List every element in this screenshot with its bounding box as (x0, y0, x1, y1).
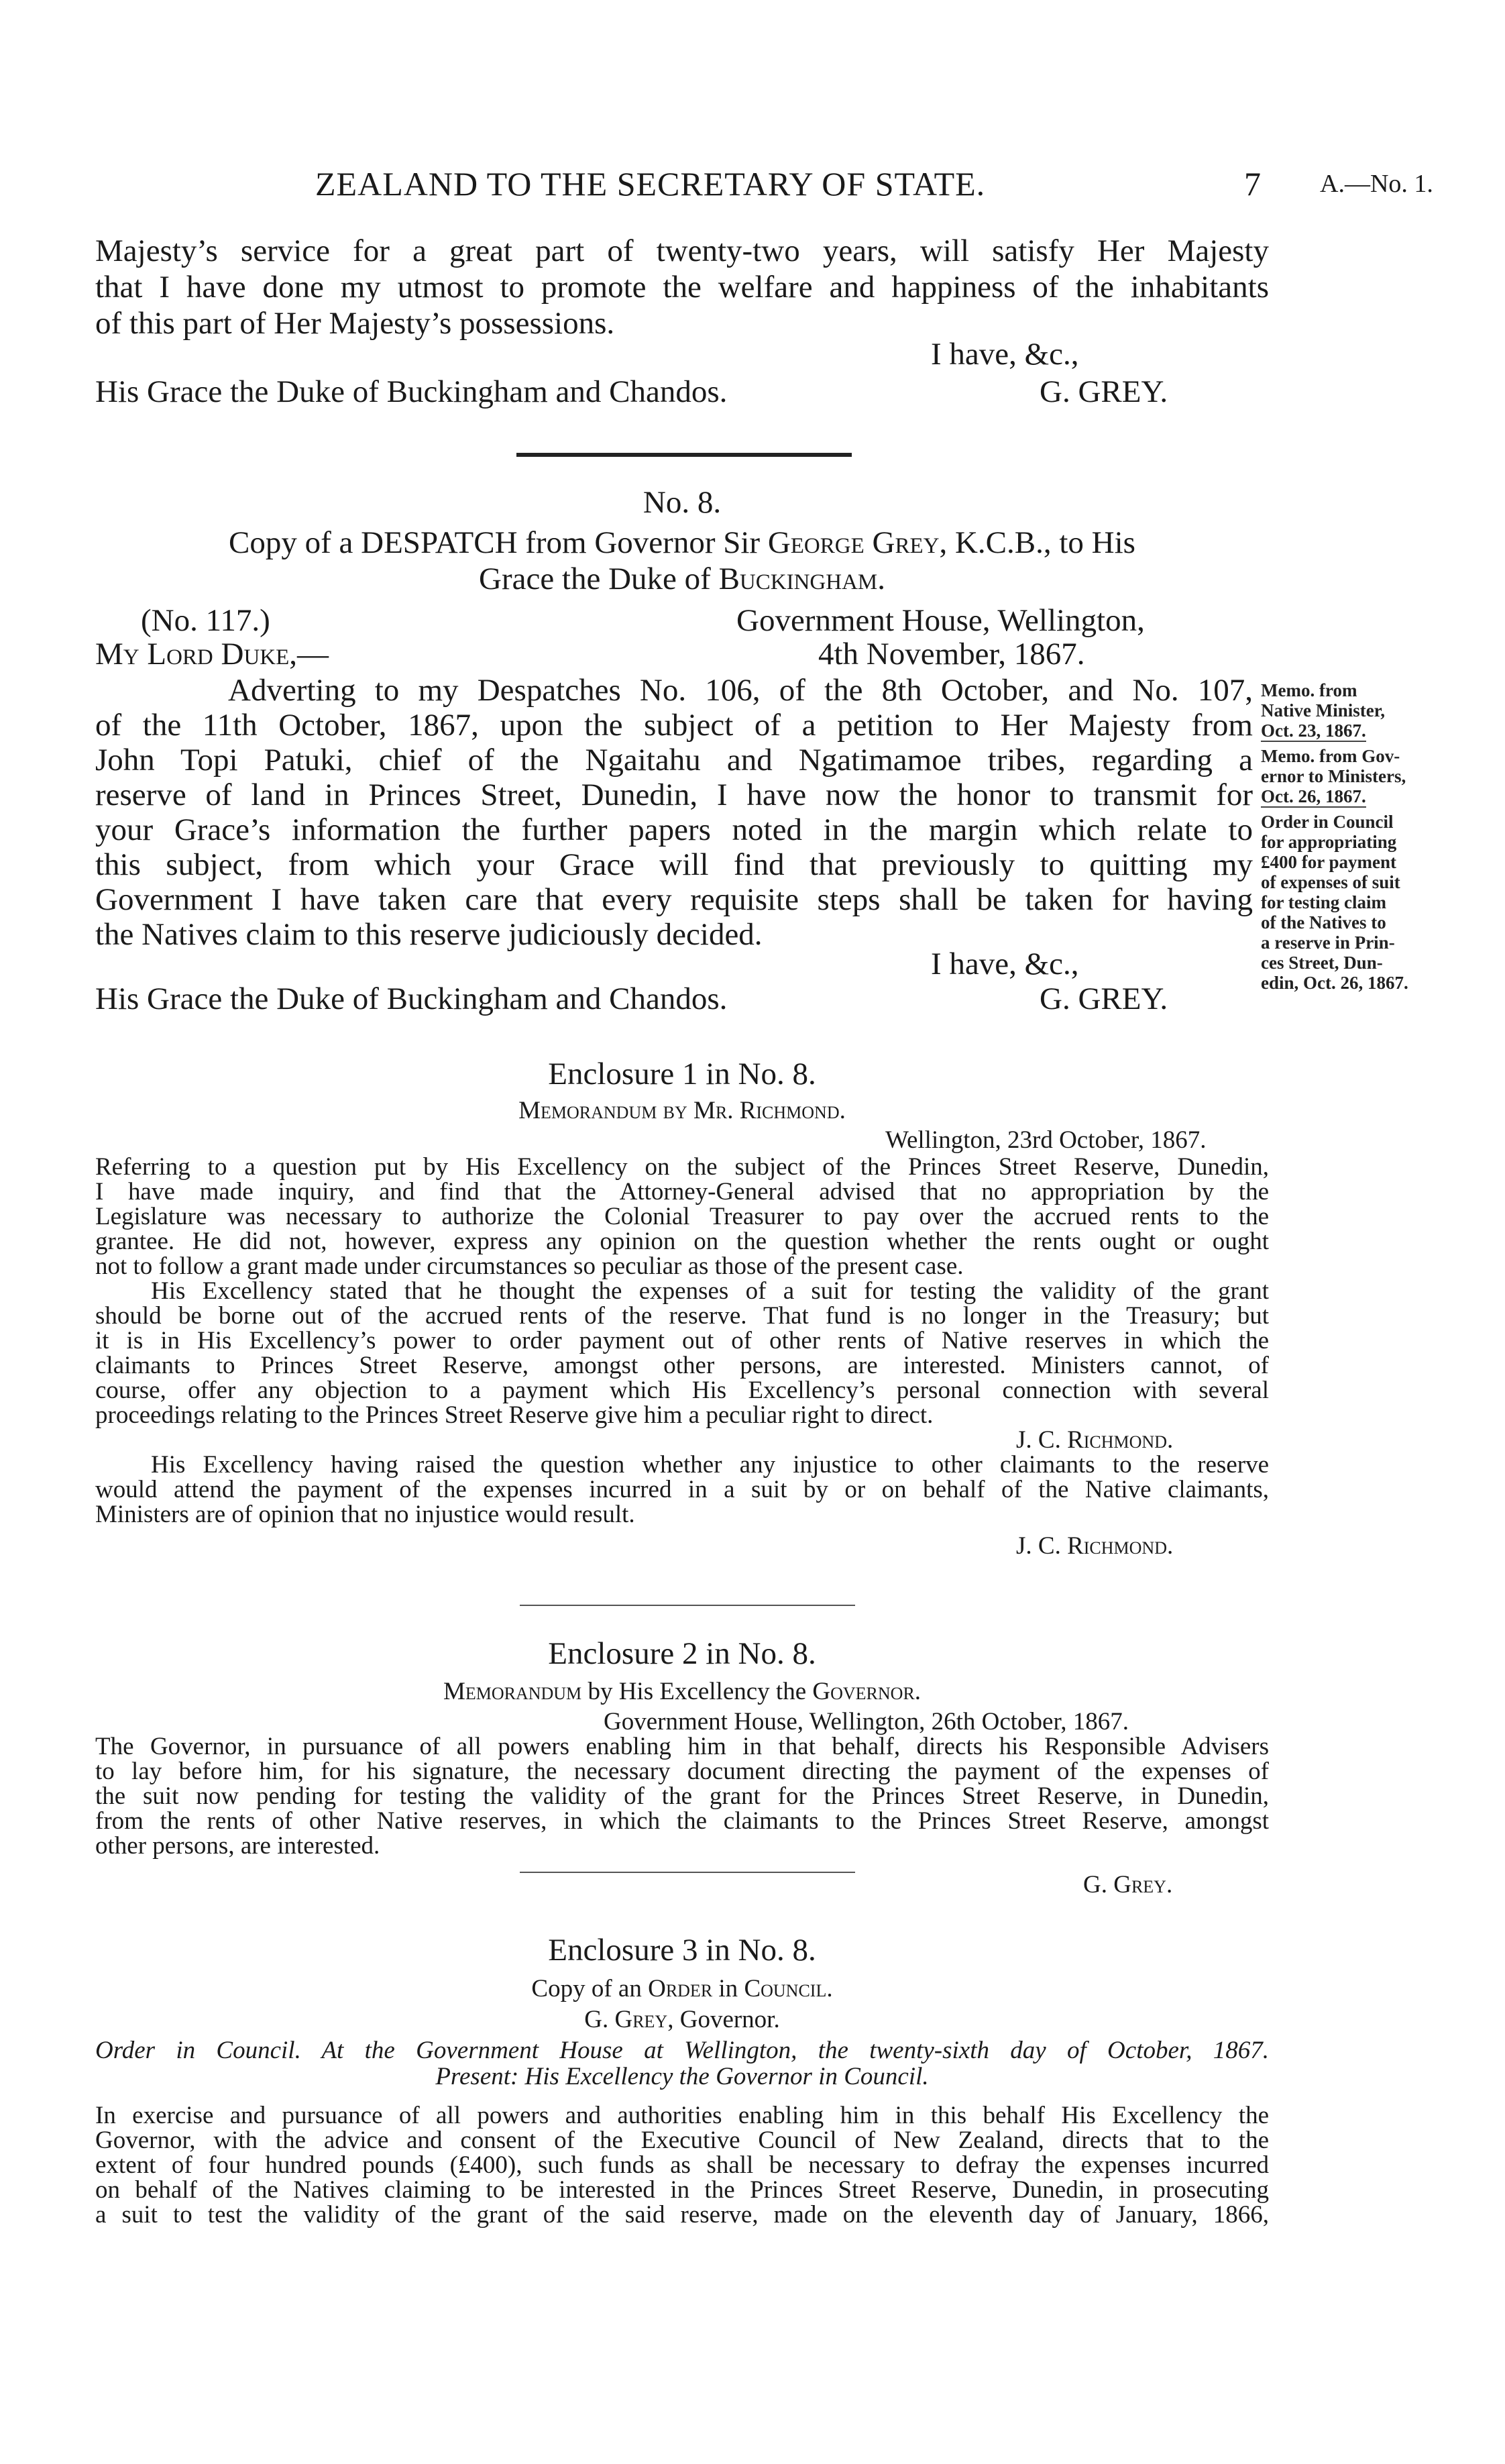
despatch-signature: G. GREY. (1040, 981, 1168, 1016)
enclosure1-subheading: Memorandum by Mr. Richmond. (518, 1097, 846, 1124)
previous-line-3: of this part of Her Majesty’s possessions. (95, 306, 615, 341)
enclosure3-line-5: a suit to test the validity of the grant of the said reserve, made on the eleventh day of January, 1866, (95, 2201, 1269, 2229)
enclosure1-signature-2: J. C. Richmond. (1016, 1532, 1174, 1560)
enclosure1-p1-line-2: I have made inquiry, and find that the Attorney-General advised that no appropriation by the (95, 1178, 1269, 1206)
enclosure3-line-2: Governor, with the advice and consent of the Executive Council of New Zealand, directs that to the (95, 2127, 1269, 2154)
despatch-ref: (No. 117.) (141, 603, 270, 638)
enclosure2-heading: Enclosure 2 in No. 8. (548, 1636, 816, 1671)
enclosure1-p1-line-3: Legislature was necessary to authorize the Colonial Treasurer to pay over the accrued rents to the (95, 1203, 1269, 1230)
enclosure2-line-5: other persons, are interested. (95, 1832, 380, 1860)
margin-note-native-minister: Memo. from Native Minister, Oct. 23, 1867. (1261, 680, 1385, 741)
enclosure1-p1-line-4: grantee. He did not, however, express any opinion on the question whether the rents ought or ought (95, 1228, 1269, 1255)
enclosure-divider-2 (520, 1872, 855, 1873)
despatch-date: 4th November, 1867. (818, 637, 1085, 672)
enclosure3-line-4: on behalf of the Natives claiming to be interested in the Princes Street Reserve, Dunedin, in prosecuting (95, 2176, 1269, 2204)
enclosure1-p3-line-3: Ministers are of opinion that no injustice would result. (95, 1501, 635, 1528)
previous-line-1: Majesty’s service for a great part of twenty-two years, will satisfy Her Majesty (95, 233, 1269, 268)
enclosure1-p2-line-2: should be borne out of the accrued rents of the reserve. That fund is no longer in the Treasury; but (95, 1302, 1269, 1330)
enclosure1-date: Wellington, 23rd October, 1867. (885, 1126, 1207, 1154)
enclosure1-p1-line-1: Referring to a question put by His Excellency on the subject of the Princes Street Reserve, Dunedin, (95, 1153, 1269, 1181)
paper-ref: A.—No. 1. (1320, 170, 1433, 198)
enclosure1-p1-line-5: not to follow a grant made under circumstances so peculiar as those of the present case. (95, 1252, 964, 1280)
enclosure1-p2-line-3: it is in His Excellency’s power to order payment out of other rents of Native reserves in which the (95, 1327, 1269, 1354)
previous-line-2: that I have done my utmost to promote the welfare and happiness of the inhabitants (95, 270, 1269, 305)
enclosure3-subheading: Copy of an Order in Council. (531, 1975, 833, 2002)
enclosure-divider-1 (520, 1605, 855, 1606)
despatch-salutation: My Lord Duke,— (95, 637, 329, 672)
section-divider (516, 453, 852, 457)
enclosure2-line-1: The Governor, in pursuance of all powers enabling him in that behalf, directs his Responsible Advisers (95, 1733, 1269, 1760)
enclosure3-heading: Enclosure 3 in No. 8. (548, 1933, 816, 1968)
enclosure2-subheading: Memorandum by His Excellency the Governor. (443, 1678, 922, 1705)
enclosure3-order-line: Order in Council. At the Government House at Wellington, the twenty-sixth day of October, 1867. (95, 2037, 1269, 2064)
enclosure3-present: Present: His Excellency the Governor in Council. (435, 2063, 929, 2090)
despatch-number: No. 8. (643, 485, 722, 520)
margin-note-governor: Memo. from Gov- ernor to Ministers, Oct. 26, 1867. (1261, 746, 1406, 806)
despatch-closing: I have, &c., (931, 947, 1079, 981)
despatch-line-2: of the 11th October, 1867, upon the subject of a petition to Her Majesty from (95, 708, 1253, 743)
running-title: ZEALAND TO THE SECRETARY OF STATE. (315, 165, 986, 203)
enclosure2-line-2: to lay before him, for his signature, the necessary document directing the payment of the expenses of (95, 1758, 1269, 1785)
enclosure3-line-3: extent of four hundred pounds (£400), such funds as shall be necessary to defray the expenses incurred (95, 2151, 1269, 2179)
enclosure2-signature: G. Grey. (1083, 1871, 1173, 1898)
enclosure2-line-3: the suit now pending for testing the validity of the grant for the Princes Street Reserve, in Dunedin, (95, 1782, 1269, 1810)
despatch-line-1: Adverting to my Despatches No. 106, of the 8th October, and No. 107, (228, 673, 1253, 708)
enclosure1-p2-line-1: His Excellency stated that he thought the expenses of a suit for testing the validity of the grant (151, 1277, 1269, 1305)
enclosure1-p3-line-1: His Excellency having raised the question whether any injustice to other claimants to the reserve (151, 1451, 1269, 1479)
despatch-line-8: the Natives claim to this reserve judiciously decided. (95, 917, 763, 952)
despatch-line-3: John Topi Patuki, chief of the Ngaitahu and Ngatimamoe tribes, regarding a (95, 743, 1253, 778)
despatch-line-5: your Grace’s information the further papers noted in the margin which relate to (95, 812, 1253, 847)
despatch-title-line-1: Copy of a DESPATCH from Governor Sir George Grey, K.C.B., to His (229, 525, 1135, 560)
despatch-title-line-2: Grace the Duke of Buckingham. (479, 561, 885, 596)
enclosure3-line-1: In exercise and pursuance of all powers and authorities enabling him in this behalf His Excellency the (95, 2102, 1269, 2129)
previous-signature: G. GREY. (1040, 374, 1168, 409)
enclosure1-p2-line-4: claimants to Princes Street Reserve, amongst other persons, are interested. Ministers cannot, of (95, 1352, 1269, 1379)
despatch-line-4: reserve of land in Princes Street, Dunedin, I have now the honor to transmit for (95, 778, 1253, 812)
page-number: 7 (1244, 165, 1262, 203)
enclosure2-date: Government House, Wellington, 26th October, 1867. (604, 1708, 1129, 1735)
enclosure1-p2-line-6: proceedings relating to the Princes Street Reserve give him a peculiar right to direct. (95, 1401, 934, 1429)
enclosure3-signed: G. Grey, Governor. (584, 2006, 780, 2033)
despatch-place: Government House, Wellington, (736, 603, 1145, 638)
despatch-line-7: Government I have taken care that every requisite steps shall be taken for having (95, 882, 1253, 917)
despatch-line-6: this subject, from which your Grace will find that previously to quitting my (95, 847, 1253, 882)
previous-closing: I have, &c., (931, 337, 1079, 372)
margin-note-order-in-council: Order in Council for appropriating £400 for payment of expenses of suit for testing claim of the Natives to a reserve in Prin- ces Street, Dun- edin, Oct. 26, 1867. (1261, 812, 1408, 993)
despatch-addressee: His Grace the Duke of Buckingham and Chandos. (95, 981, 728, 1016)
enclosure1-p3-line-2: would attend the payment of the expenses incurred in a suit by or on behalf of the Native claimants, (95, 1476, 1269, 1503)
previous-addressee: His Grace the Duke of Buckingham and Chandos. (95, 374, 728, 409)
enclosure1-heading: Enclosure 1 in No. 8. (548, 1057, 816, 1091)
enclosure1-signature-1: J. C. Richmond. (1016, 1426, 1174, 1454)
enclosure2-line-4: from the rents of other Native reserves, in which the claimants to the Princes Street Reserve, amongst (95, 1807, 1269, 1835)
enclosure1-p2-line-5: course, offer any objection to a payment which His Excellency’s personal connection with several (95, 1377, 1269, 1404)
